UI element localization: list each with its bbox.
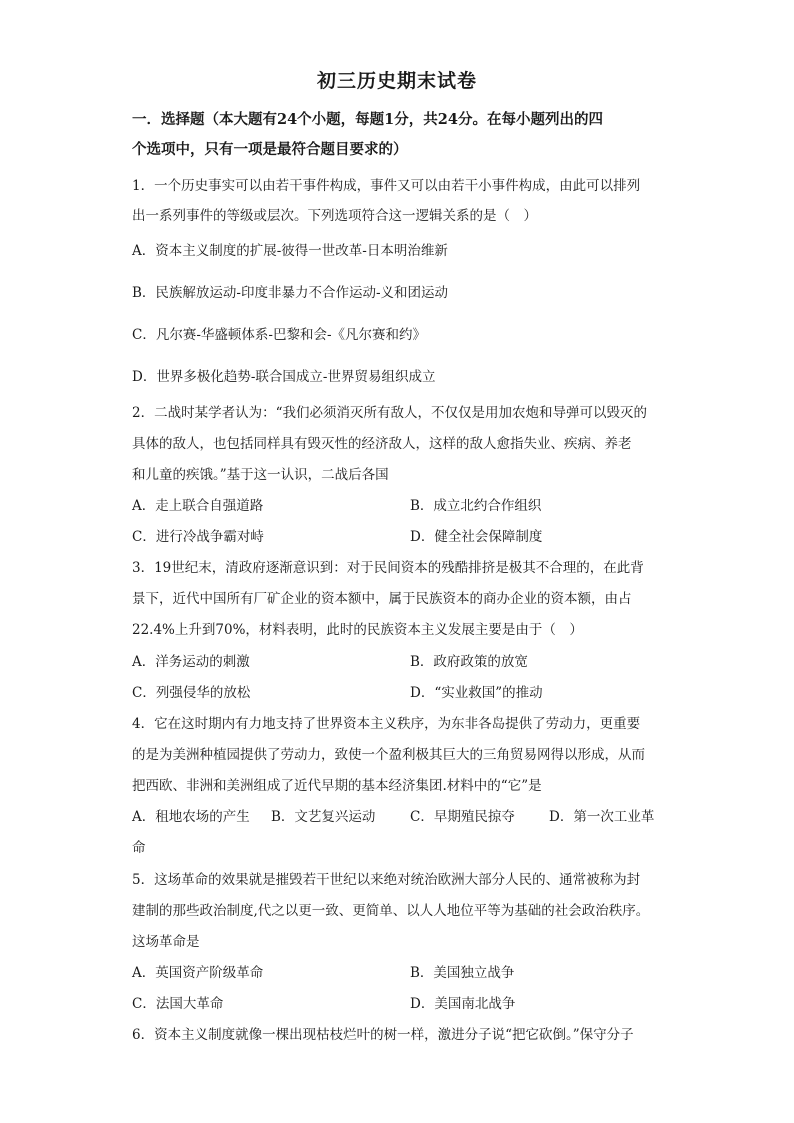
q5-stem-line-2: 建制的那些政治制度,代之以更一致、更简单、以人人地位平等为基础的社会政治秩序。 — [132, 903, 650, 919]
q3-option-a: A．洋务运动的刺激 — [132, 654, 250, 670]
q1-stem-line-1: 1．一个历史事实可以由若干事件构成，事件又可以由若干小事件构成，由此可以排列 — [132, 178, 641, 194]
q4-option-d-continued: 命 — [132, 840, 146, 856]
q3-option-b: B．政府政策的放宽 — [410, 654, 528, 670]
q5-stem-line-1: 5．这场革命的效果就是摧毁若干世纪以来绝对统治欧洲大部分人民的、通常被称为封 — [132, 872, 641, 888]
section-heading-line-1: 一．选择题（本大题有24个小题，每题1分，共24分。在每小题列出的四 — [132, 111, 603, 128]
q1-stem-line-2: 出一系列事件的等级或层次。下列选项符合这一逻辑关系的是（ ） — [132, 208, 537, 224]
q3-option-c: C．列强侵华的放松 — [132, 685, 251, 701]
q4-stem-line-2: 的是为美洲种植园提供了劳动力，致使一个盈利极其巨大的三角贸易网得以形成，从而 — [132, 747, 645, 763]
q2-option-c: C．进行冷战争霸对峙 — [132, 529, 264, 545]
q2-option-d: D．健全社会保障制度 — [410, 529, 543, 545]
q2-stem-line-2: 具体的敌人，也包括同样具有毁灭性的经济敌人，这样的敌人愈指失业、疾病、养老 — [132, 436, 632, 452]
section-heading-line-2: 个选项中，只有一项是最符合题目要求的） — [132, 141, 408, 158]
q4-option-d: D．第一次工业革 — [549, 809, 655, 825]
q4-option-a: A．租地农场的产生 — [132, 809, 250, 825]
q1-option-b: B．民族解放运动-印度非暴力不合作运动-义和团运动 — [132, 285, 449, 301]
q2-stem-line-1: 2．二战时某学者认为：“我们必须消灭所有敌人，不仅仅是用加农炮和导弹可以毁灭的 — [132, 405, 647, 421]
q4-option-b: B．文艺复兴运动 — [271, 809, 376, 825]
q2-stem-line-3: 和儿童的疾饿。”基于这一认识，二战后各国 — [132, 467, 389, 483]
q4-option-c: C．早期殖民掠夺 — [410, 809, 515, 825]
q3-stem-line-3: 22.4%上升到70%，材料表明，此时的民族资本主义发展主要是由于（ ） — [132, 622, 583, 638]
q6-stem-line-1: 6．资本主义制度就像一棵出现枯枝烂叶的树一样，激进分子说“把它砍倒。”保守分子 — [132, 1027, 634, 1043]
q3-option-d: D．“实业救国”的推动 — [410, 685, 543, 701]
q5-option-b: B．美国独立战争 — [410, 965, 515, 981]
q1-option-d: D．世界多极化趋势-联合国成立-世界贸易组织成立 — [132, 369, 436, 385]
q5-option-c: C．法国大革命 — [132, 996, 224, 1012]
q5-option-d: D．美国南北战争 — [410, 996, 516, 1012]
q1-option-a: A．资本主义制度的扩展-彼得一世改革-日本明治维新 — [132, 243, 448, 259]
q2-option-b: B．成立北约合作组织 — [410, 498, 542, 514]
q3-stem-line-1: 3．19世纪末，清政府逐渐意识到：对于民间资本的残酷排挤是极其不合理的，在此背 — [132, 560, 644, 576]
page-title: 初三历史期末试卷 — [316, 70, 477, 92]
q5-option-a: A．英国资产阶级革命 — [132, 965, 264, 981]
q4-stem-line-3: 把西欧、非洲和美洲组成了近代早期的基本经济集团.材料中的“它”是 — [132, 778, 542, 794]
q2-option-a: A．走上联合自强道路 — [132, 498, 264, 514]
q3-stem-line-2: 景下，近代中国所有厂矿企业的资本额中，属于民族资本的商办企业的资本额，由占 — [132, 591, 632, 607]
q4-stem-line-1: 4．它在这时期内有力地支持了世界资本主义秩序，为东非各岛提供了劳动力，更重要 — [132, 716, 641, 732]
q1-option-c: C．凡尔赛-华盛顿体系-巴黎和会-《凡尔赛和约》 — [132, 327, 427, 343]
q5-stem-line-3: 这场革命是 — [132, 934, 200, 950]
